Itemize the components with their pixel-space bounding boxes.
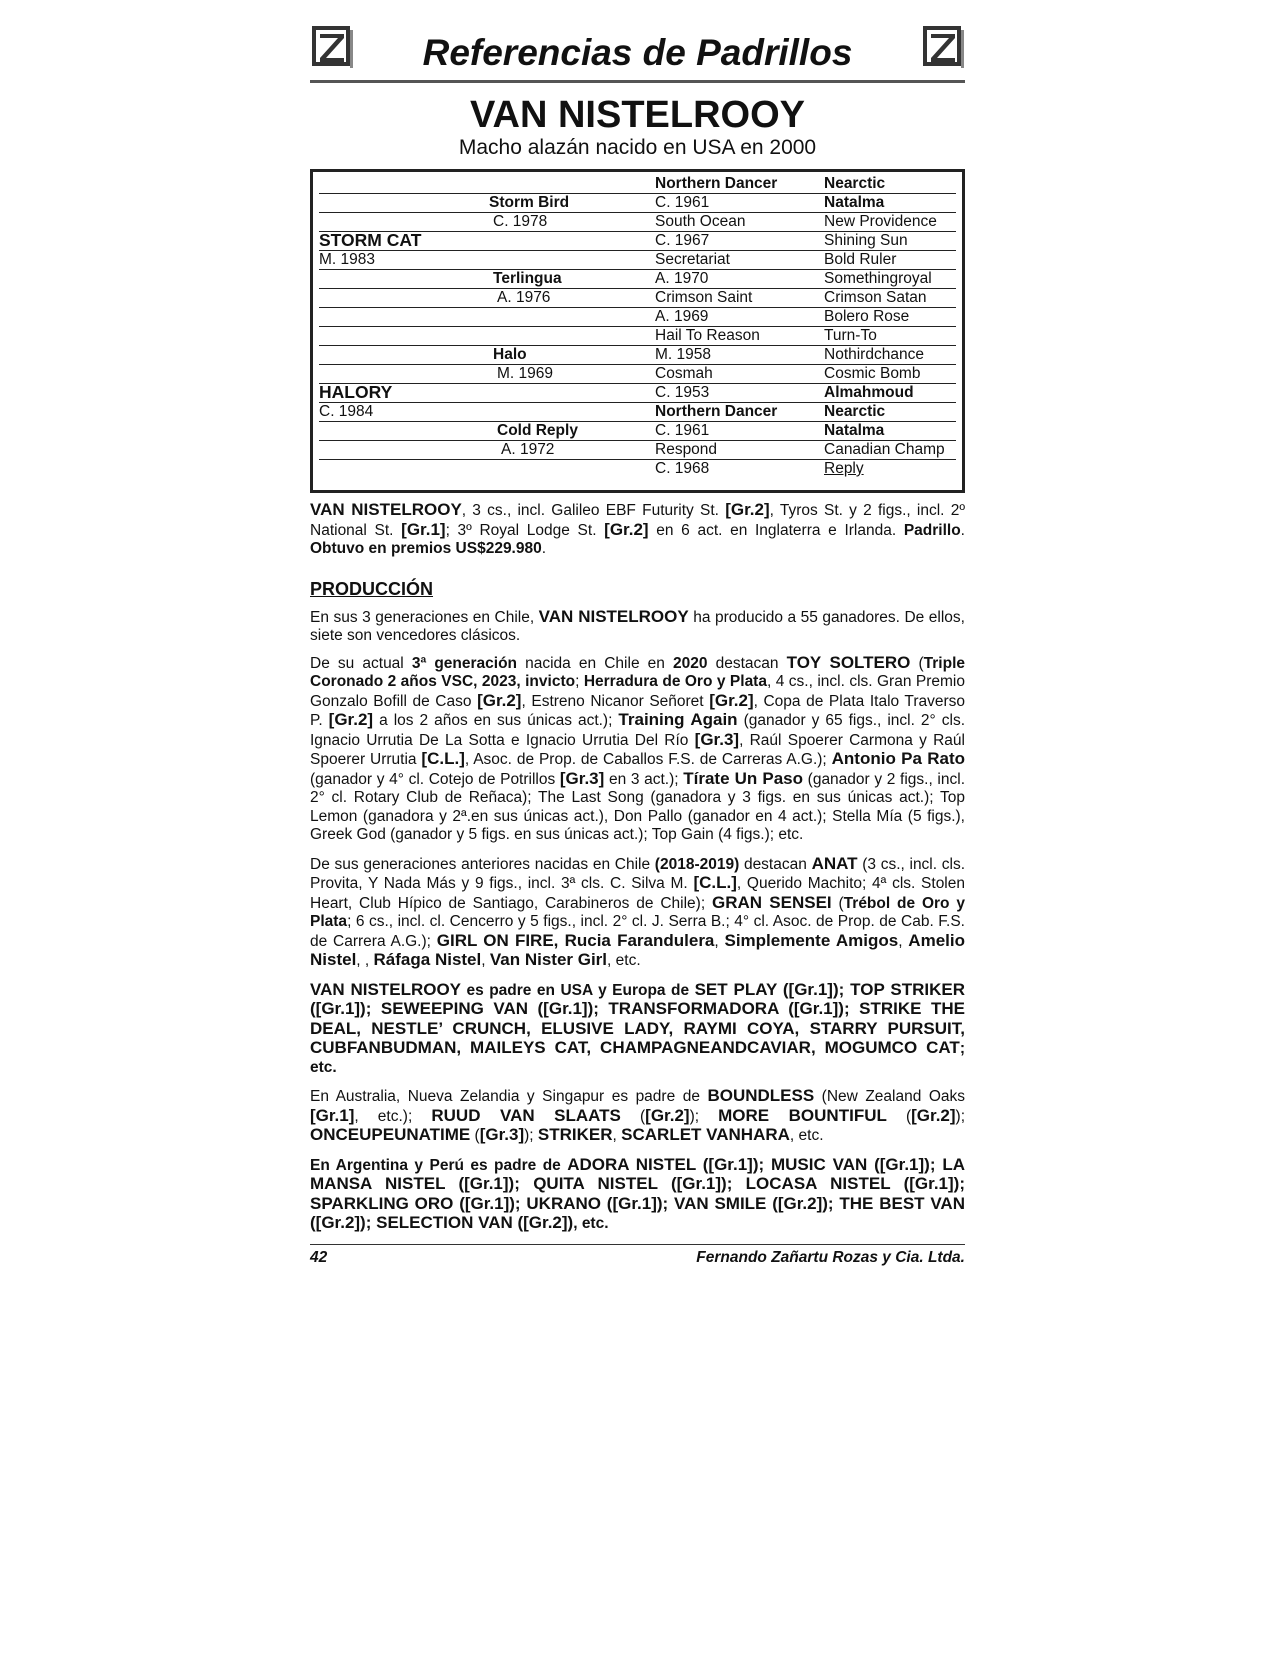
pedigree-row xyxy=(319,212,956,232)
pedigree-cell: C. 1978 xyxy=(493,213,548,230)
pedigree-cell: Bold Ruler xyxy=(824,251,897,268)
pedigree-cell: C. 1961 xyxy=(655,422,710,439)
pedigree-cell: M. 1958 xyxy=(655,346,712,363)
produccion-paragraph: En sus 3 generaciones en Chile, VAN NISTELROOY ha producido a 55 ganadores. De ellos, siete son vencedores clásicos. xyxy=(310,606,965,644)
pedigree-cell: Nearctic xyxy=(824,403,886,420)
page-footer xyxy=(310,1245,965,1269)
pedigree-cell: Cold Reply xyxy=(497,422,578,439)
pedigree-row xyxy=(319,174,956,194)
pedigree-cell: Hail To Reason xyxy=(655,327,760,344)
pedigree-cell: Natalma xyxy=(824,422,885,439)
pedigree-cell: C. 1967 xyxy=(655,232,710,249)
pedigree-cell: Bolero Rose xyxy=(824,308,910,325)
pedigree-cell: A. 1970 xyxy=(655,270,709,287)
pedigree-row xyxy=(319,421,956,441)
pedigree-cell: Halo xyxy=(493,346,527,363)
pedigree-cell: A. 1972 xyxy=(501,441,555,458)
header-title: Referencias de Padrillos xyxy=(422,32,853,73)
page-header xyxy=(310,20,965,82)
pedigree-row xyxy=(319,402,956,422)
produccion-paragraph: De su actual 3ª generación nacida en Chile en 2020 destacan TOY SOLTERO (Triple Coronado 2 años VSC, 2023, invicto; Herradura de Oro y Plata, 4 cs., incl. cls. Gran Premio Gonzalo Bofill de Caso [Gr.2], Estreno Nicanor Señoret [Gr.2], Copa de Plata Italo Traverso P. [Gr.2] a los 2 años en sus únicas act.); Training Again (ganador y 65 figs., incl. 2° cls. Ignacio Urrutia De La Sotta e Ignacio Urrutia Del Río [Gr.3], Raúl Spoerer Carmona y Raúl Spoerer Urrutia [C.L.], Asoc. de Prop. de Caballos F.S. de Carreras A.G.); Antonio Pa Rato (ganador y 4° cl. Cotejo de Potrillos [Gr.3] en 3 act.); Tírate Un Paso (ganador y 2 figs., incl. 2° cl. Rotary Club de Reñaca); The Last Song (ganadora y 3 figs. en sus únicas act.); Top Lemon (ganadora y 2ª.en sus únicas act.), Don Pallo (ganador en 4 act.); Stella Mía (5 figs.), Greek God (ganador y 5 figs. en sus únicas act.); Top Gain (4 figs.); etc. xyxy=(310,652,966,843)
pedigree-table xyxy=(310,169,965,493)
pedigree-row xyxy=(319,231,956,251)
horse-subtitle: Macho alazán nacido en USA en 2000 xyxy=(458,136,817,159)
pedigree-cell: Terlingua xyxy=(493,270,562,287)
pedigree-cell: C. 1961 xyxy=(655,194,710,211)
pedigree-cell: Cosmah xyxy=(655,365,713,382)
pedigree-cell: Storm Bird xyxy=(489,194,570,211)
pedigree-cell: Cosmic Bomb xyxy=(824,365,921,382)
pedigree-cell: C. 1968 xyxy=(655,460,710,477)
section-title-produccion: PRODUCCIÓN xyxy=(310,578,434,599)
pedigree-cell: STORM CAT xyxy=(319,230,422,250)
produccion-paragraph: De sus generaciones anteriores nacidas en Chile (2018-2019) destacan ANAT (3 cs., incl. cls. Provita, Y Nada Más y 9 figs., incl. 3ª cls. C. Silva M. [C.L.], Querido Machito; 4ª cls. Stolen Heart, Club Hípico de Santiago, Carabineros de Chile); GRAN SENSEI (Trébol de Oro y Plata; 6 cs., incl. cl. Cencerro y 5 figs., incl. 2° cl. J. Serra B.; 4° cl. Asoc. de Prop. de Cab. F.S. de Carrera A.G.); GIRL ON FIRE, Rucia Farandulera, Simplemente Amigos, Amelio Nistel, , Ráfaga Nistel, Van Nister Girl, etc. xyxy=(310,853,966,969)
pedigree-cell: Respond xyxy=(655,441,718,458)
pedigree-row xyxy=(319,364,956,384)
pedigree-cell: Secretariat xyxy=(655,251,730,268)
produccion-paragraph: En Australia, Nueva Zelandia y Singapur es padre de BOUNDLESS (New Zealand Oaks [Gr.1], etc.); RUUD VAN SLAATS ([Gr.2]); MORE BOUNTIFUL ([Gr.2]); ONCEUPEUNATIME ([Gr.3]); STRIKER, SCARLET VANHARA, etc. xyxy=(310,1086,966,1144)
produccion-paragraph: VAN NISTELROOY es padre en USA y Europa de SET PLAY ([Gr.1]); TOP STRIKER ([Gr.1]); SEWEEPING VAN ([Gr.1]); TRANSFORMADORA ([Gr.1]); STRIKE THE DEAL, NESTLE’ CRUNCH, ELUSIVE LADY, RAYMI COYA, STARRY PURSUIT, CUBFANBUDMAN, MAILEYS CAT, CHAMPAGNEANDCAVIAR, MOGUMCO CAT; etc. xyxy=(310,979,965,1076)
pedigree-cell: Northern Dancer xyxy=(655,175,778,192)
company-name: Fernando Zañartu Rozas y Cia. Ltda. xyxy=(696,1248,965,1266)
pedigree-cell: Almahmoud xyxy=(824,384,914,401)
pedigree-row xyxy=(319,288,956,308)
pedigree-cell: C. 1984 xyxy=(319,403,374,420)
horse-name: VAN NISTELROOY xyxy=(470,94,805,136)
pedigree-cell: New Providence xyxy=(824,213,937,230)
pedigree-cell: M. 1983 xyxy=(319,251,376,268)
pedigree-cell: A. 1969 xyxy=(655,308,709,325)
pedigree-row xyxy=(319,193,956,213)
pedigree-cell: M. 1969 xyxy=(497,365,554,382)
produccion-paragraph: En Argentina y Perú es padre de ADORA NISTEL ([Gr.1]); MUSIC VAN ([Gr.1]); LA MANSA NISTEL ([Gr.1]); QUITA NISTEL ([Gr.1]); LOCASA NISTEL ([Gr.1]); SPARKLING ORO ([Gr.1]); UKRANO ([Gr.1]); VAN SMILE ([Gr.2]); THE BEST VAN ([Gr.2]); SELECTION VAN ([Gr.2]), etc. xyxy=(310,1154,965,1232)
pedigree-cell: Crimson Satan xyxy=(824,289,927,306)
page-number: 42 xyxy=(310,1248,328,1266)
pedigree-cell: Turn-To xyxy=(824,327,877,344)
page xyxy=(310,20,965,1269)
pedigree-cell: C. 1953 xyxy=(655,384,710,401)
pedigree-row xyxy=(319,269,956,289)
pedigree-cell: Crimson Saint xyxy=(655,289,753,306)
pedigree-cell: Somethingroyal xyxy=(824,270,932,287)
pedigree-row xyxy=(319,345,956,365)
pedigree-cell: Nothirdchance xyxy=(824,346,924,363)
pedigree-cell: Canadian Champ xyxy=(824,441,945,458)
pedigree-cell: South Ocean xyxy=(655,213,746,230)
pedigree-cell: Natalma xyxy=(824,194,885,211)
pedigree-cell: HALORY xyxy=(319,382,393,402)
pedigree-row xyxy=(319,383,956,403)
pedigree-cell: A. 1976 xyxy=(497,289,551,306)
pedigree-row xyxy=(319,326,956,346)
pedigree-row xyxy=(319,250,956,270)
race-record: VAN NISTELROOY, 3 cs., incl. Galileo EBF Futurity St. [Gr.2], Tyros St. y 2 figs., incl. 2º National St. [Gr.1]; 3º Royal Lodge St. [Gr.2] en 6 act. en Inglaterra e Irlanda. Padrillo. Obtuvo en premios US$229.980. xyxy=(310,500,965,557)
header-rule xyxy=(310,80,965,83)
pedigree-cell: Shining Sun xyxy=(824,232,908,249)
pedigree-cell: Reply xyxy=(824,460,864,477)
pedigree-cell: Northern Dancer xyxy=(655,403,778,420)
stud-logo-icon xyxy=(921,24,965,70)
pedigree-row xyxy=(319,459,956,478)
pedigree-row xyxy=(319,307,956,327)
pedigree-row xyxy=(319,440,956,460)
pedigree-cell: Nearctic xyxy=(824,175,886,192)
